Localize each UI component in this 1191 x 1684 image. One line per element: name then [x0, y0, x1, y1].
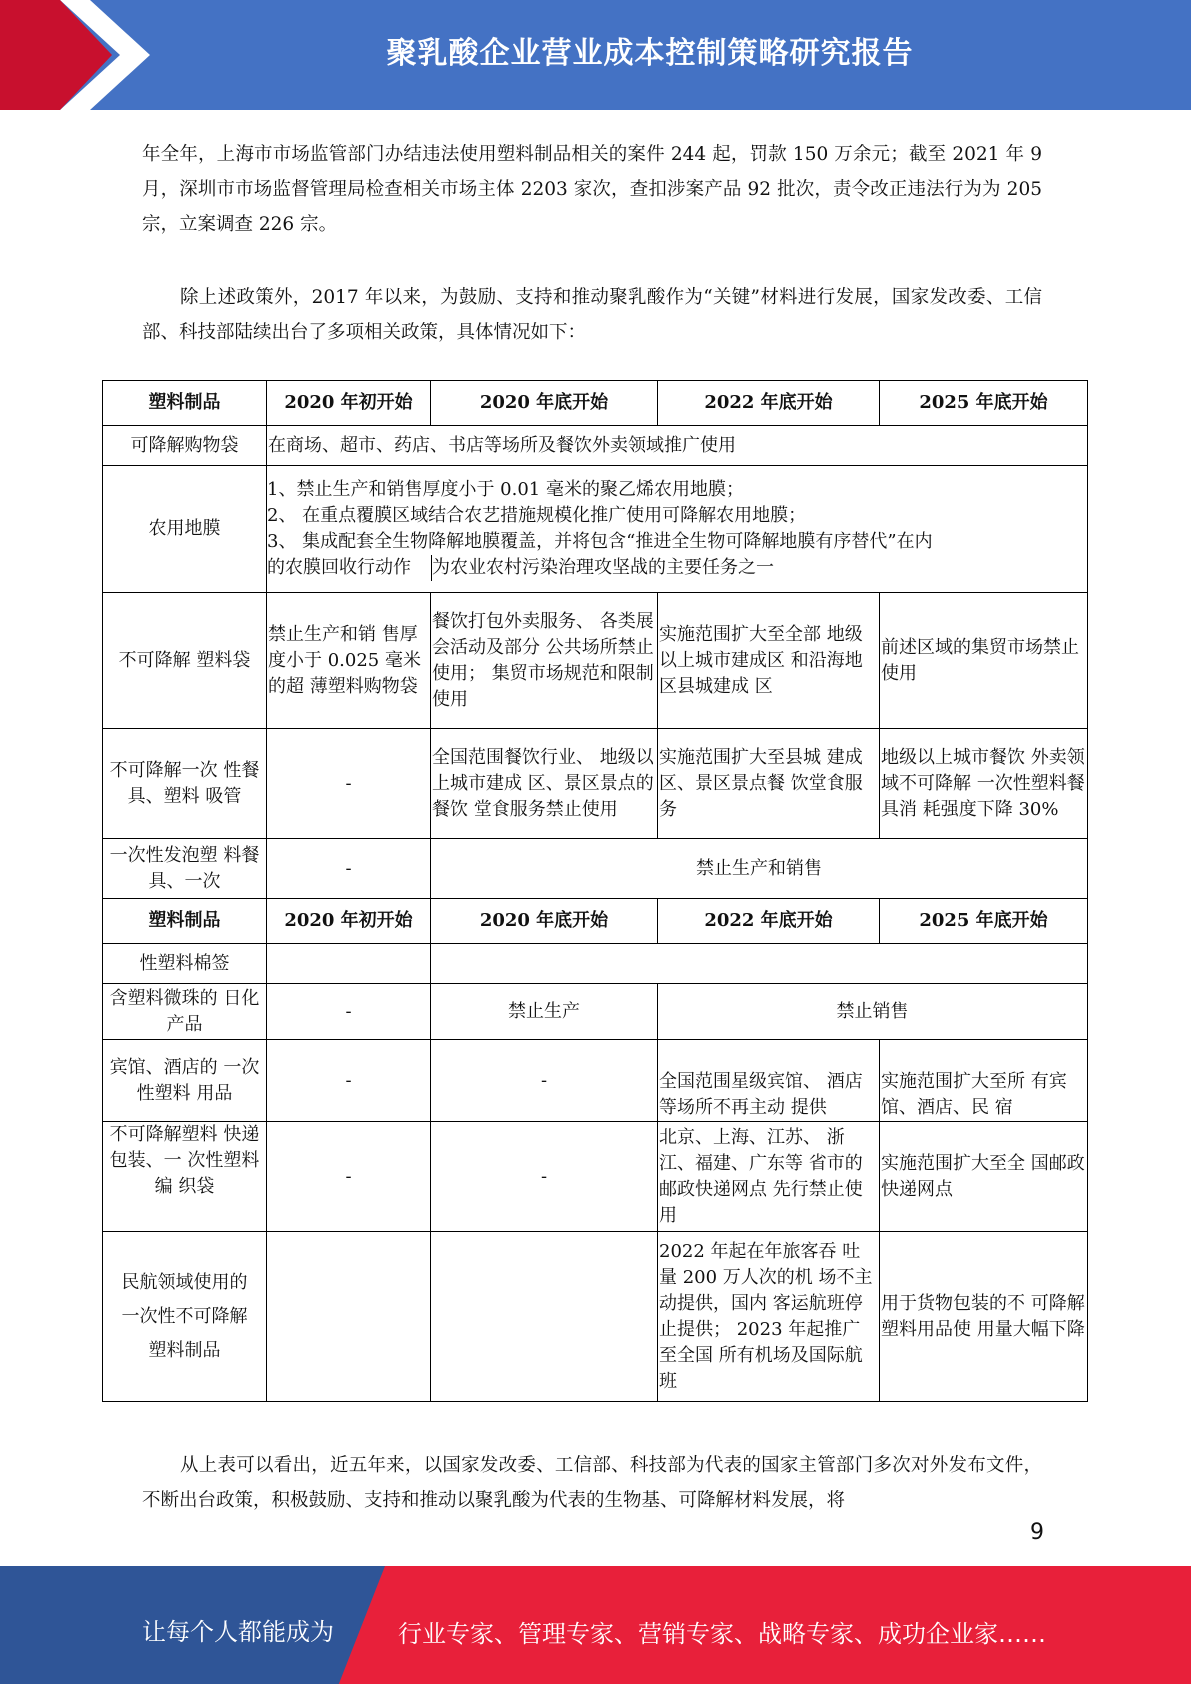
paragraph-2: [142, 280, 1042, 350]
table-cell: 2022 年起在年旅客吞 吐量 200 万人次的机 场不主动提供，国内 客运航班停止提供； 2023 年起推广至全国 所有机场及国际航班: [658, 1232, 880, 1402]
row-name: 可降解购物袋: [103, 426, 267, 466]
table-cell: -: [267, 1040, 431, 1122]
table-header-cell: 2025 年底开始: [880, 899, 1088, 944]
table-cell: -: [431, 1040, 658, 1122]
policy-table: [102, 380, 1088, 1402]
film-policy-line: 2、 在重点覆膜区域结合农艺措施规模化推广使用可降解农用地膜；: [267, 505, 807, 526]
table-cell: 用于货物包装的不 可降解塑料用品使 用量大幅下降: [880, 1232, 1088, 1402]
header-chevron-icon: [60, 0, 150, 110]
table-cell: 北京、上海、江苏、 浙江、福建、广东等 省市的邮政快递网点 先行禁止使用: [658, 1122, 880, 1232]
row-name: 农用地膜: [103, 466, 267, 593]
table-cell: [267, 466, 1088, 593]
table-header-cell: 2020 年底开始: [431, 899, 658, 944]
film-policy-line: 3、 集成配套全生物降解地膜覆盖，并将包含“推进全生物可降解地膜有序替代”在内: [267, 531, 933, 552]
table-cell: 全国范围星级宾馆、 酒店等场所不再主动 提供: [658, 1040, 880, 1122]
table-header-cell: 2025 年底开始: [880, 381, 1088, 426]
table-header-cell: 2022 年底开始: [658, 381, 880, 426]
table-header-cell: 2020 年初开始: [267, 381, 431, 426]
table-cell: [431, 1232, 658, 1402]
table-row: [103, 426, 1088, 466]
table-header-cell: 2022 年底开始: [658, 899, 880, 944]
table-cell: -: [267, 729, 431, 839]
row-name: 性塑料棉签: [103, 944, 267, 984]
table-cell: [431, 944, 1088, 984]
page-number: 9: [1030, 1520, 1044, 1545]
footer-left-text: 让每个人都能成为: [142, 1618, 334, 1646]
table-row: [103, 729, 1088, 839]
table-cell: 在商场、超市、药店、书店等场所及餐饮外卖领域推广使用: [267, 426, 1088, 466]
row-name: 宾馆、酒店的 一次性塑料 用品: [103, 1040, 267, 1122]
table-row: [103, 1040, 1088, 1122]
table-cell: 实施范围扩大至全部 地级以上城市建成区 和沿海地区县城建成 区: [658, 593, 880, 729]
table-cell: 前述区域的集贸市场禁止使用: [880, 593, 1088, 729]
table-cell: 实施范围扩大至县城 建成区、景区景点餐 饮堂食服务: [658, 729, 880, 839]
table-row: [103, 839, 1088, 899]
table-row: [103, 944, 1088, 984]
table-cell: 餐饮打包外卖服务、 各类展会活动及部分 公共场所禁止使用； 集贸市场规范和限制 使用: [431, 593, 658, 729]
table-header-cell: 塑料制品: [103, 899, 267, 944]
row-name: 不可降解塑料 快递包装、一 次性塑料编 织袋: [103, 1122, 267, 1232]
table-cell: [267, 944, 431, 984]
table-row: [103, 984, 1088, 1040]
paragraph-3: [142, 1448, 1042, 1518]
table-cell: [267, 1232, 431, 1402]
table-cell: -: [267, 1122, 431, 1232]
table-cell: -: [267, 984, 431, 1040]
table-cell: 禁止生产和销 售厚度小于 0.025 毫米的超 薄塑料购物袋: [267, 593, 431, 729]
table-cell: 地级以上城市餐饮 外卖领域不可降解 一次性塑料餐具消 耗强度下降 30%: [880, 729, 1088, 839]
paragraph-1: [142, 137, 1042, 242]
footer-right-text: 行业专家、管理专家、营销专家、战略专家、成功企业家……: [398, 1620, 1046, 1648]
film-policy-line: 1、禁止生产和销售厚度小于 0.01 毫米的聚乙烯农用地膜；: [267, 479, 744, 500]
table-cell: -: [267, 839, 431, 899]
table-header-row: [103, 381, 1088, 426]
table-row: [103, 1232, 1088, 1402]
row-name: 不可降解 塑料袋: [103, 593, 267, 729]
table-header-cell: 2020 年初开始: [267, 899, 431, 944]
table-row: [103, 593, 1088, 729]
film-policy-fragment: 为农业农村污染治理攻坚战的主要任务之一: [432, 557, 774, 578]
table-cell: 禁止生产: [431, 984, 658, 1040]
header-red-block: [0, 0, 60, 110]
table-cell: 全国范围餐饮行业、 地级以上城市建成 区、景区景点的餐饮 堂食服务禁止使用: [431, 729, 658, 839]
film-policy-line: [267, 555, 1087, 581]
table-row: [103, 466, 1088, 593]
table-row: [103, 1122, 1088, 1232]
row-name: 含塑料微珠的 日化产品: [103, 984, 267, 1040]
row-name: 不可降解一次 性餐具、塑料 吸管: [103, 729, 267, 839]
table-cell: -: [431, 1122, 658, 1232]
table-cell: 实施范围扩大至所 有宾馆、酒店、民 宿: [880, 1040, 1088, 1122]
header-title: 聚乳酸企业营业成本控制策略研究报告: [386, 36, 914, 71]
paragraph-2-text: 除上述政策外，2017 年以来，为鼓励、支持和推动聚乳酸作为“关键”材料进行发展，国家发改委、工信部、科技部陆续出台了多项相关政策，具体情况如下：: [142, 287, 1042, 343]
film-policy-fragment: 的农膜回收行动作: [267, 555, 432, 581]
paragraph-1-text: 年全年，上海市市场监管部门办结违法使用塑料制品相关的案件 244 起，罚款 150 万余元；截至 2021 年 9 月，深圳市市场监督管理局检查相关市场主体 2203 家次，查扣涉案产品 92 批次，责令改正违法行为为 205 宗，立案调查 226 宗。: [142, 144, 1042, 235]
row-name: 一次性发泡塑 料餐具、一次: [103, 839, 267, 899]
table-header-cell: 塑料制品: [103, 381, 267, 426]
table-header-row: [103, 899, 1088, 944]
table-cell: 实施范围扩大至全 国邮政快递网点: [880, 1122, 1088, 1232]
table-cell: 禁止销售: [658, 984, 1088, 1040]
row-name: 民航领域使用的一次性不可降解塑料制品: [103, 1232, 267, 1402]
paragraph-3-text: 从上表可以看出，近五年来，以国家发改委、工信部、科技部为代表的国家主管部门多次对外发布文件，不断出台政策，积极鼓励、支持和推动以聚乳酸为代表的生物基、可降解材料发展，将: [142, 1455, 1042, 1511]
table-cell: 禁止生产和销售: [431, 839, 1088, 899]
page-header: [0, 0, 1191, 110]
table-header-cell: 2020 年底开始: [431, 381, 658, 426]
